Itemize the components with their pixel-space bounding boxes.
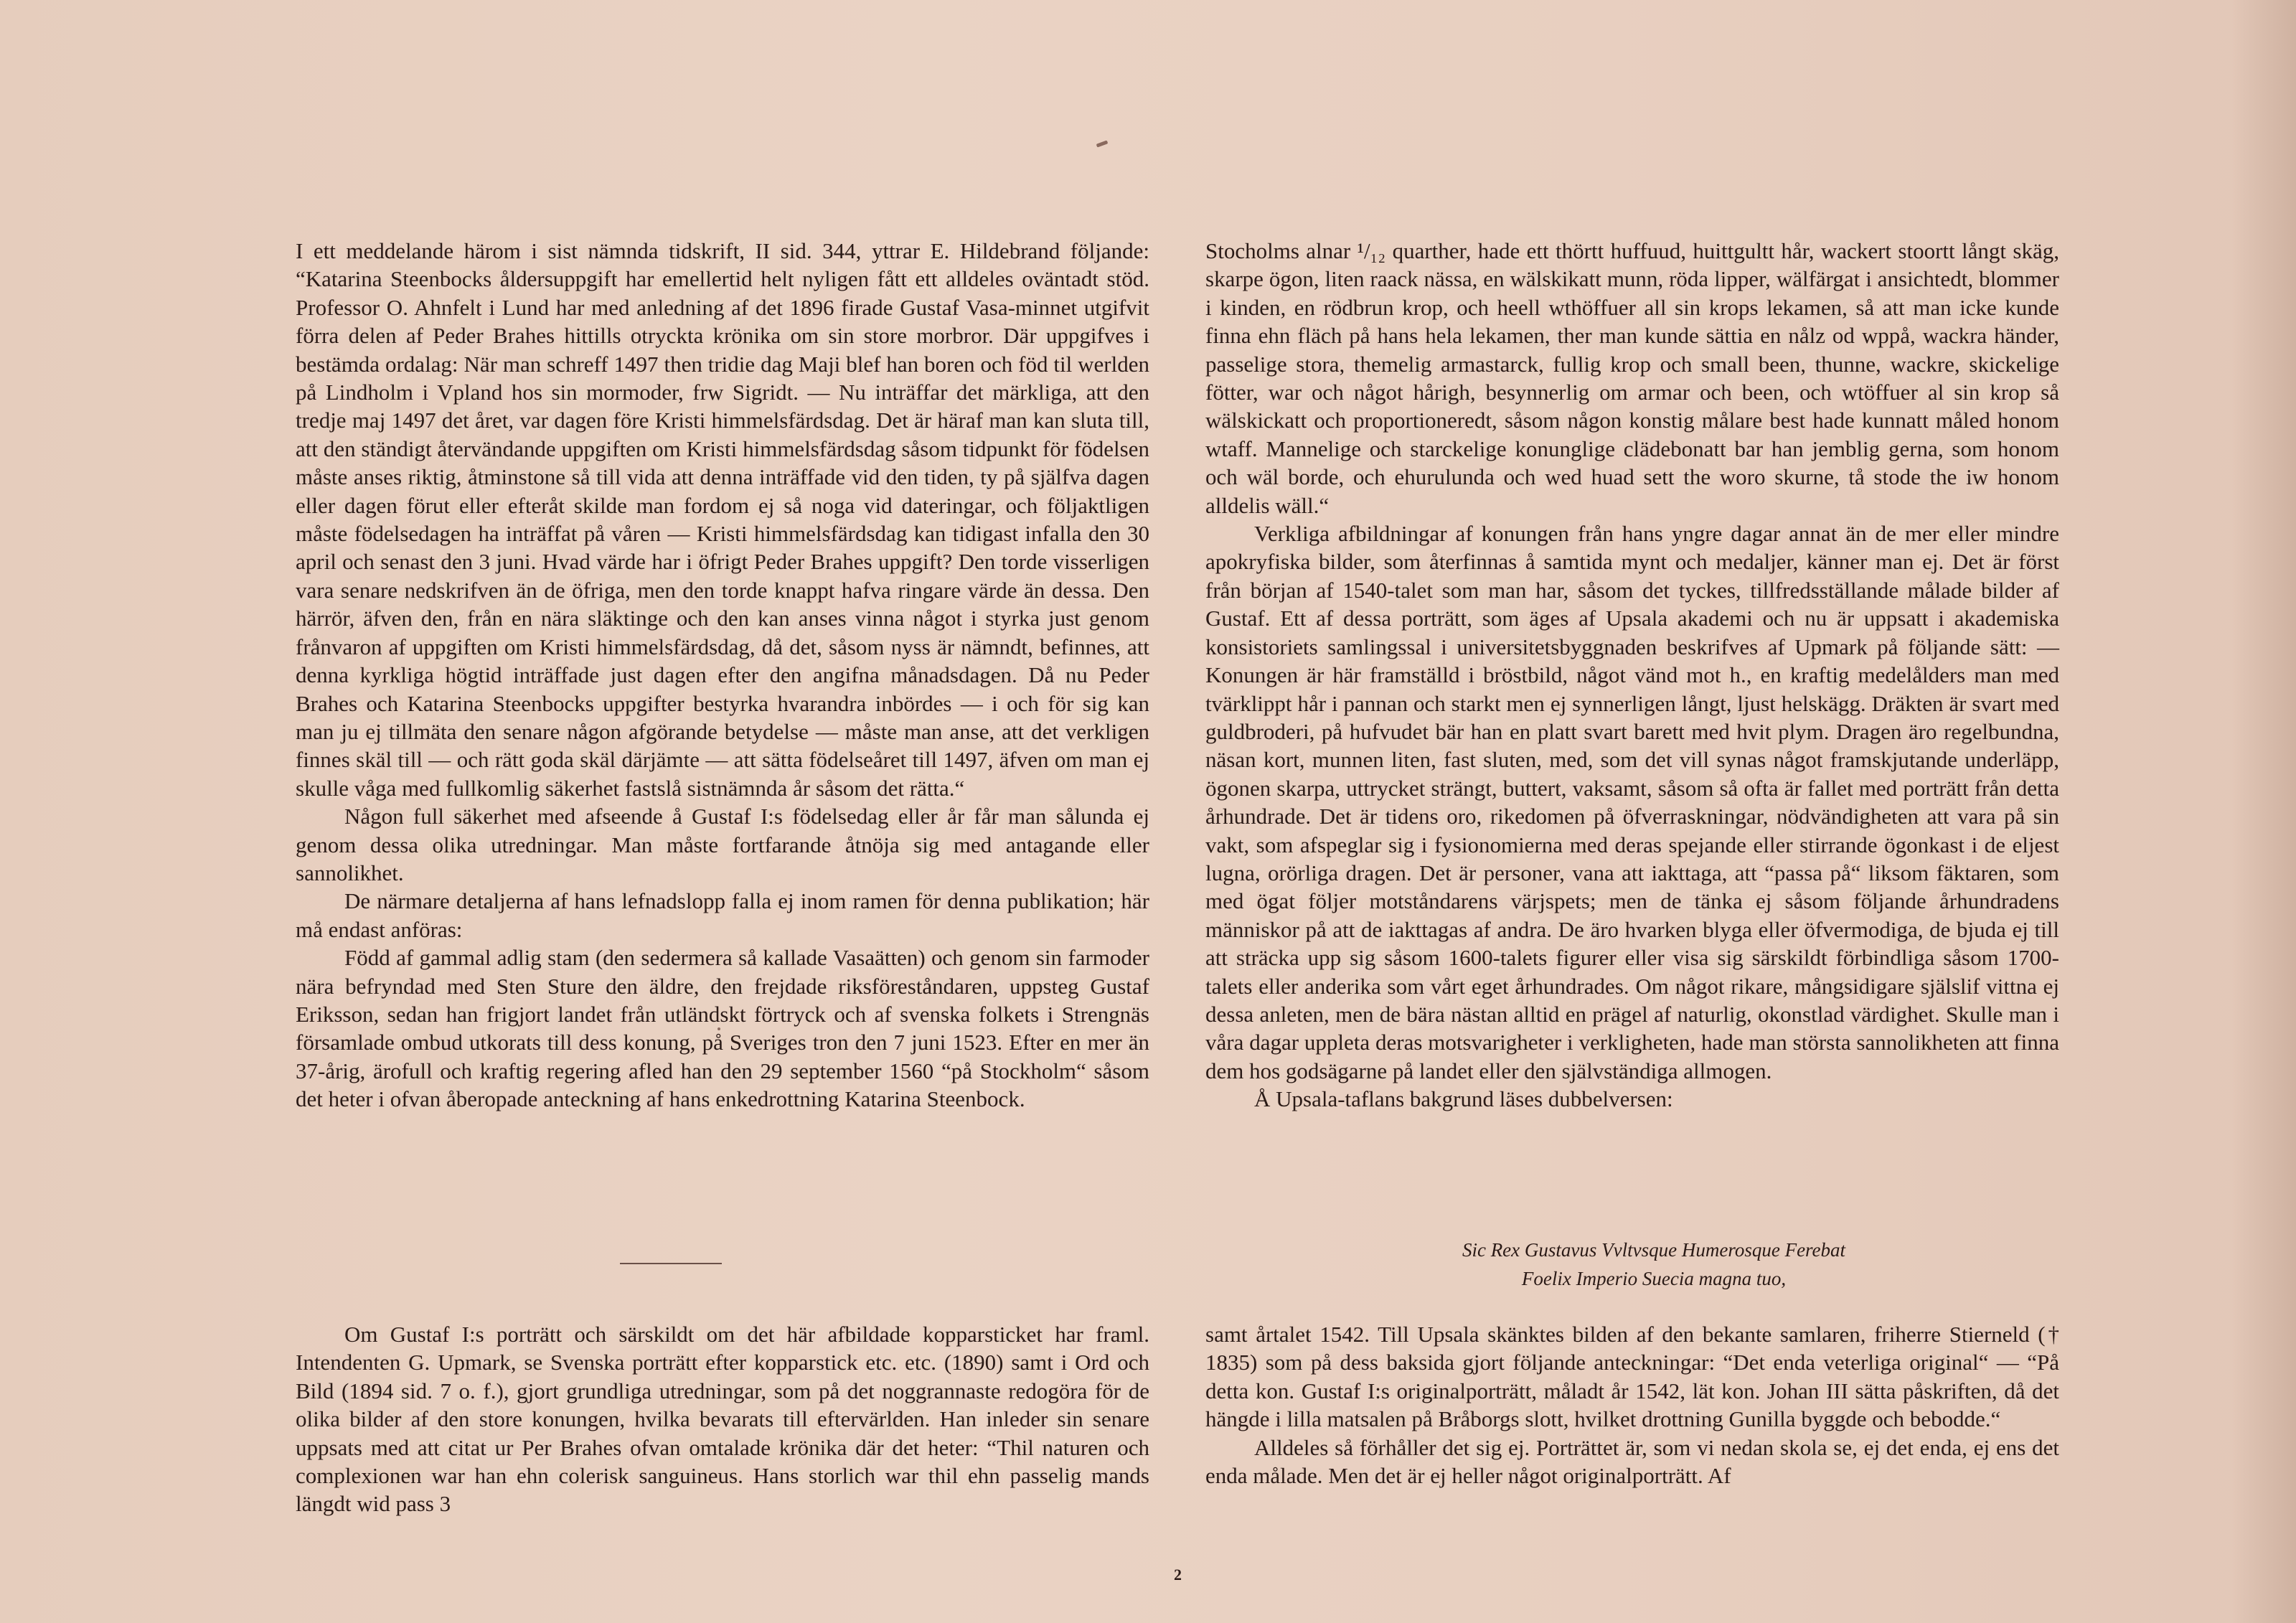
left-column-bottom bbox=[296, 1320, 1149, 1518]
paragraph: Någon full säkerhet med afseende å Gustaf I:s födelsedag eller år får man sålunda ej genom dessa olika utredningar. Man måste fortfarande åtnöja sig med antagande eller sannolikhet. bbox=[296, 804, 1149, 885]
paragraph: Alldeles så förhåller det sig ej. Porträttet är, som vi nedan skola se, ej det enda, ej ens det enda målade. Men det är ej heller något originalporträtt. Af bbox=[1205, 1434, 2059, 1489]
latin-verse bbox=[1205, 1236, 2059, 1293]
paragraph: Född af gammal adlig stam (den sedermera så kallade Vasaätten) och genom sin farmoder nära befryndad med Sten Sture den äldre, den frejdade riksföreståndaren, uppsteg Gustaf Eriksson, sedan han frigjort landet från utländskt förtryck och af svenska folkets i Strengnäs församlade ombud utkorats till dess konung, på Sveriges tron den 7 juni 1523. Efter en mer än 37-årig, ärofull och kraftig regering afled han den 29 september 1560 “på Stockholm“ såsom det heter i ofvan åberopade anteckning af hans enkedrottning Katarina Steenbock. bbox=[296, 945, 1149, 1112]
paragraph: Å Upsala-taflans bakgrund läses dubbelversen: bbox=[1254, 1086, 1673, 1112]
paragraph: De närmare detaljerna af hans lefnadslopp falla ej inom ramen för denna publikation; här må endast anföras: bbox=[296, 888, 1149, 942]
paper-speck bbox=[1096, 140, 1109, 147]
paragraph: I ett meddelande härom i sist nämnda tidskrift, II sid. 344, yttrar E. Hildebrand följande: “Katarina Steenbocks åldersuppgift har emellertid helt nyligen fått ett alldeles oväntadt stöd. Professor O. Ahnfelt i Lund har med anledning af det 1896 firade Gustaf Vasa-minnet utgifvit förra delen af Peder Brahes hittills otryckta krönika om sin store morbror. Där uppgifves i bestämda ordalag: När man schreff 1497 then tridie dag Maji blef han boren och föd til werlden på Lindholm i Vpland hos sin mormoder, frw Sigridt. — Nu inträffar det märkliga, att den tredje maj 1497 det året, var dagen före Kristi himmelsfärdsdag. Det är häraf man kan sluta till, att den ständigt återvändande uppgiften om Kristi himmelsfärdsdag såsom tidpunkt för födelsen måste anses riktig, åtminstone så till vida att denna inträffade vid den tiden, ty på själfva dagen eller dagen förut eller efteråt skilde man fordom ej så noga vid dateringar, och följaktligen måste födelsedagen ha inträffat på våren — Kristi himmelsfärdsdag kan tidigast infalla den 30 april och senast den 3 juni. Hvad värde har i öfrigt Peder Brahes uppgift? Den torde visserligen vara senare nedskrifven än de öfriga, men den torde knappt hafva ringare värde än dessa. Den härrör, äfven den, från en nära släktinge och den kan anses vinna något i styrka just genom frånvaron af uppgiften om Kristi himmelsfärdsdag, då det, såsom nyss är nämndt, befinnes, att denna kyrkliga högtid inträffade just dagen efter den angifna månadsdagen. Då nu Peder Brahes och Katarina Steenbocks uppgifter bestyrka hvarandra inbördes — i och för sig kan man ju ej tillmäta den senare någon afgörande betydelse — måste man anse, att det verkligen finnes skäl till — och rätt goda skäl därjämte — att sätta födelseåret till 1497, äfven om man ej skulle våga med fullkomlig säkerhet fastslå sistnämnda år såsom det rätta.“ bbox=[296, 238, 1149, 801]
verse-line: Sic Rex Gustavus Vvltvsque Humerosque Ferebat bbox=[1462, 1239, 1846, 1261]
paragraph: samt årtalet 1542. Till Upsala skänktes bilden af den bekante samlaren, friherre Stierneld († 1835) som på dess baksida gjort följande anteckningar: “Det enda veterliga original“ — “På detta kon. Gustaf I:s originalporträtt, måladt år 1542, lät kon. Johan III sätta påskriften, då det hängde i lilla matsalen på Bråborgs slott, hvilket drottning Gunilla byggde och bebodde.“ bbox=[1205, 1322, 2059, 1432]
paragraph: Verkliga afbildningar af konungen från hans yngre dagar annat än de mer eller mindre apokryfiska bilder, som återfinnas å samtida mynt och medaljer, känner man ej. Det är först från början af 1540-talet som man har, såsom det tyckes, tillfredsställande målade bilder af Gustaf. Ett af dessa porträtt, som äges af Upsala akademi och nu är uppsatt i akademiska konsistoriets samlingssal i universitetsbyggnaden beskrifves af Upmark på följande sätt: — Konungen är här framställd i bröstbild, något vänd mot h., en kraftig medelålders man med tvärklippt hår i pannan och starkt men ej synnerligen långt, ljust helskägg. Dräkten är svart med guldbroderi, på hufvudet bär han en platt svart barett med hvit plym. Dragen äro regelbundna, näsan kort, munnen liten, fast sluten, med, som det vill synas något framskjutande underläpp, ögonen skarpa, uttrycket strängt, buttert, vaksamt, såsom så ofta är fallet med porträtt från detta århundrade. Det är tidens oro, rikedomen på öfverraskningar, nödvändigheten att vara på sin vakt, som afspeglar sig i fysionomierna med deras spejande eller stirrande ögonkast i de eljest lugna, orörliga dragen. Det är personer, vana att iakttaga, att “passa på“ liksom fäktaren, som med ögat följer motståndarens värjspets; men de tänka ej såsom följande århundradens människor på att de iakttagas af andra. De äro hvarken blyga eller öfvermodiga, de bjuda ej till att sträcka upp sig såsom 1600-talets figurer eller visa sig särskildt förbindliga såsom 1700-talets eller anderika som vårt eget århundrades. Om något rikare, mångsidigare själslif vittna ej dessa anleten, men de bära nästan alltid en prägel af naturlig, okonstlad värdighet. Skulle man i våra dagar uppleta deras motsvarigheter i verkligheten, hade man största sannolikheten att finna dem hos godsägarne på landet eller den självständiga allmogen. bbox=[1205, 521, 2059, 1083]
page-number: 2 bbox=[1174, 1566, 1182, 1584]
verse-line: Foelix Imperio Suecia magna tuo, bbox=[1521, 1268, 1787, 1289]
paragraph: Stocholms alnar ¹/₁₂ quarther, hade ett thörtt huffuud, huittgultt hår, wackert stoortt långt skäg, skarpe ögon, liten raack nässa, en wälskikatt munn, röda lipper, wälfärgat i ansichtedt, blommer i kinden, en rödbrun krop, och heell wthöffuer all sin krops lekamen, så att man icke kunde finna ehn fläch på hans hela lekamen, ther man kunde sättia en nålz od wppå, wackra händer, passelige stora, themelig armastarck, fullig krop och small been, thunne, wackre, skickelige fötter, war och något hårigh, besynnerlig om armar och been, och wtöffuer al sin krop så wälskickatt och proportioneredt, såsom någon konstig målare best hade kunnatt måled honom wtaff. Mannelige och starckelige konunglige clädebonatt bar han jemblig gerna, som honom och wäl borde, och ehurulunda och wed huad sett the woro skurne, tå stode the iw honom alldelis wäll.“ bbox=[1205, 238, 2059, 518]
paragraph: Om Gustaf I:s porträtt och särskildt om det här afbildade kopparsticket har framl. Intendenten G. Upmark, se Svenska porträtt efter kopparstick etc. etc. (1890) samt i Ord och Bild (1894 sid. 7 o. f.), gjort grundliga utredningar, som på det noggrannaste redogöra för de olika bilder af den store konungen, hvilka bevarats till eftervärlden. Han inleder sin senare uppsats med att citat ur Per Brahes ofvan omtalade krönika där det heter: “Thil naturen och complexionen war han ehn colerisk sanguineus. Hans storlich war thil ehn passelig mands längdt wid pass 3 bbox=[296, 1322, 1149, 1517]
right-column-bottom bbox=[1205, 1320, 2059, 1490]
right-column-top bbox=[1205, 237, 2059, 1114]
page-edge-shadow bbox=[2231, 0, 2296, 1623]
left-column-top bbox=[296, 237, 1149, 1114]
footnote-divider bbox=[620, 1263, 722, 1264]
